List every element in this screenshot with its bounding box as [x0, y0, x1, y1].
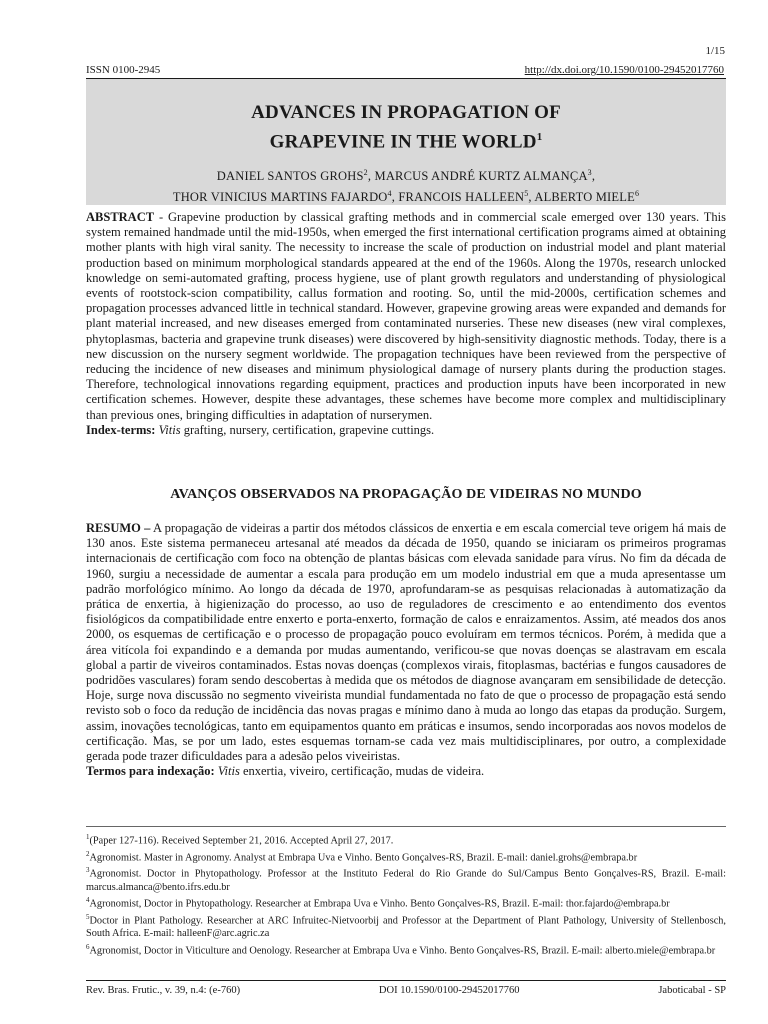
- resumo-text: A propagação de videiras a partir dos métodos clássicos de enxertia e em escala comercial teve origem há mais de 130 anos. Este sistema permaneceu artesanal até meados da década de 1950, quando se iniciaram os primeiros programas internacionais de certificação com foco na obtenção de plantas básicas com elevada sanidade para vírus. No fim da década de 1960, surgiu a necessidade de aumentar a escala para produção em um modelo industrial em que a muda apresentasse um padrão morfológico mínimo. Ao longo da década de 1970, aprofundaram-se as pesquisas relacionadas à automatização da prática de enxertia, à higienização do processo, ao uso de reguladores de crescimento e ao entendimento dos eventos fisiológicos da compatibilidade entre enxerto e porta-enxerto, formação de calos e enraizamentos. Assim, até meados dos anos 2000, os esquemas de certificação e o processo de propagação pouco evoluíram em termos técnicos. Porém, à medida que a área vitícola foi expandindo e a demanda por mudas aumentando, verificou-se que novas doenças se alastravam em escala global a partir de viveiros contaminados. Estas novas doenças (complexos virais, fitoplasmas, bactérias e fungos causadores de podridões vasculares) foram sendo descobertas à medida que os métodos de diagnose avançaram em sensibilidade de detecção. Hoje, surge nova discussão no segmento viveirista mundial fundamentada no fato de que o processo de propagação está sendo revisto sob o foco da redução de incidência das novas pragas e mínimo dano à muda ao longo das etapas da produção. Surgem, assim, inovações tecnológicas, tanto em equipamentos quanto em práticas e insumos, sendo incorporadas aos novos modelos de certificação. Mas, se por um lado, estes esquemas tornam-se cada vez mais multidisciplinares, por outro, a complexidade gerada pode trazer dificuldades para a adesão pelos viveiristas.: [86, 521, 726, 764]
- footnote: [86, 831, 726, 848]
- abstract-label: ABSTRACT: [86, 210, 155, 224]
- footnote-text: Agronomist. Doctor in Phytopathology. Professor at the Instituto Federal do Rio Grande do Sul/Campus Bento Gonçalves-RS, Brazil. E-mail: marcus.almanca@bento.ifrs.edu.br: [86, 868, 726, 893]
- resumo-label: RESUMO –: [86, 521, 151, 535]
- author-separator: ,: [391, 190, 399, 205]
- abstract-section: [86, 210, 726, 438]
- footer-doi: DOI 10.1590/0100-29452017760: [378, 985, 520, 996]
- author-affiliation-mark: 5: [524, 189, 529, 199]
- footnotes: [86, 826, 726, 957]
- footnote: [86, 864, 726, 894]
- author-line-2: [86, 185, 726, 206]
- author-separator: ,: [528, 190, 535, 205]
- author-name: THOR VINICIUS MARTINS FAJARDO: [172, 190, 388, 205]
- author-name: ALBERTO MIELE: [534, 190, 635, 205]
- portuguese-title: AVANÇOS OBSERVADOS NA PROPAGAÇÃO DE VIDEIRAS NO MUNDO: [170, 487, 642, 502]
- author-name: FRANCOIS HALLEEN: [398, 190, 525, 205]
- footer-divider: [86, 980, 726, 981]
- journal-meta-bar: [86, 64, 724, 76]
- footnote-text: Agronomist, Doctor in Phytopathology. Researcher at Embrapa Uva e Vinho. Bento Gonçalves-RS, Brazil. E-mail: thor.fajardo@embrapa.br: [89, 898, 670, 910]
- footnote: [86, 848, 726, 865]
- footnote-mark: 4: [86, 896, 90, 905]
- author-affiliation-mark: 3: [587, 168, 592, 178]
- author-affiliation-mark: 4: [387, 189, 392, 199]
- footnote-mark: 2: [86, 849, 90, 858]
- index-terms: [86, 423, 726, 438]
- article-title: [86, 101, 726, 154]
- footnote: [86, 894, 726, 911]
- author-affiliation-mark: 6: [634, 189, 640, 199]
- author-line-1: [86, 164, 726, 185]
- termos-label: Termos para indexação:: [86, 764, 215, 779]
- page-number: 1/15: [705, 45, 725, 57]
- abstract-text: - Grapevine production by classical grafting methods and in commercial scale emerged over 130 years. This system remained handmade until the mid-1950s, when emerged the first international certification programs aimed at obtaining mother plants with high viral sanity. The necessity to increase the scale of production on industrial model and plant material production based on minimum morphological standards appeared at the end of the 1960s. Along the 1970s, research unlocked knowledge on semi-automated grafting, process hygiene, use of plant growth regulators and understanding of physiological events of rootstock-scion compatibility, callus formation and rooting. So, until the mid-2000s, certification schemes and propagation processes advanced little in technical standard. However, grapevine growing areas were expanded and demands for plant material increased, and new diseases emerged from contaminated nurseries. These new diseases (new viral complexes, phytoplasmas, bacteria and grapevine trunk diseases) were discovered by high-sensitivity diagnostic methods. Today, there is a new discussion on the nursery segment worldwide. The propagation techniques have been reviewed from the perspective of reducing the incidence of new diseases and minimum physiological damage of nursery plants during the production stages. Therefore, technological innovations regarding equipment, practices and production inputs have been incorporated in new certification schemes. However, despite these advantages, these schemes have become more complex and multidisciplinary than previous ones, bringing difficulties in adaptation of nurserymen.: [86, 210, 726, 422]
- title-block: [86, 78, 726, 205]
- resumo-section: [86, 521, 726, 779]
- footnote-mark: 6: [86, 942, 90, 951]
- index-terms-italic: Vitis: [158, 422, 181, 437]
- author-list: [86, 164, 726, 206]
- index-terms-label: Index-terms:: [86, 422, 156, 437]
- footnote-text: Agronomist. Master in Agronomy. Analyst at Embrapa Uva e Vinho. Bento Gonçalves-RS, Brazil. E-mail: daniel.grohs@embrapa.br: [89, 852, 638, 864]
- title-footnote-mark: 1: [536, 131, 543, 143]
- author-name: DANIEL SANTOS GROHS: [216, 169, 364, 184]
- footer-journal: Rev. Bras. Frutic., v. 39, n.4: (e-760): [86, 985, 241, 996]
- author-separator: ,: [367, 169, 375, 184]
- author-name: MARCUS ANDRÉ KURTZ ALMANÇA: [374, 169, 588, 184]
- termos-italic: Vitis: [217, 764, 240, 779]
- footnote: [86, 911, 726, 941]
- footnote-mark: 5: [86, 912, 90, 921]
- footnote-mark: 3: [86, 866, 90, 875]
- title-line-1: ADVANCES IN PROPAGATION OF: [251, 102, 561, 123]
- doi-link[interactable]: http://dx.doi.org/10.1590/0100-29452017760: [524, 64, 724, 76]
- footnote-mark: 1: [86, 833, 90, 841]
- author-separator: ,: [591, 169, 596, 184]
- author-affiliation-mark: 2: [363, 168, 368, 178]
- title-line-2-text: GRAPEVINE IN THE WORLD: [269, 131, 537, 153]
- index-terms-text: grafting, nursery, certification, grapevine cuttings.: [180, 422, 435, 437]
- termos-text: enxertia, viveiro, certificação, mudas de videira.: [239, 764, 485, 779]
- issn: ISSN 0100-2945: [86, 64, 161, 76]
- title-line-2: [86, 125, 726, 154]
- page-footer: [86, 985, 726, 996]
- footnote-text: Doctor in Plant Pathology. Researcher at ARC Infruitec-Nietvoorbij and Professor at the Department of Plant Pathology, University of Stellenbosch, South Africa. E-mail: halleenF@arc.agric.za: [86, 915, 726, 940]
- footnote-text: Agronomist, Doctor in Viticulture and Oenology. Researcher at Embrapa Uva e Vinho. Bento Gonçalves-RS, Brazil. E-mail: alberto.miele@embrapa.br: [89, 944, 716, 956]
- footer-place: Jaboticabal - SP: [658, 985, 726, 996]
- termos-indexacao: [86, 764, 726, 779]
- footnote: [86, 941, 726, 958]
- footnote-text: (Paper 127-116). Received September 21, 2016. Accepted April 27, 2017.: [89, 835, 394, 847]
